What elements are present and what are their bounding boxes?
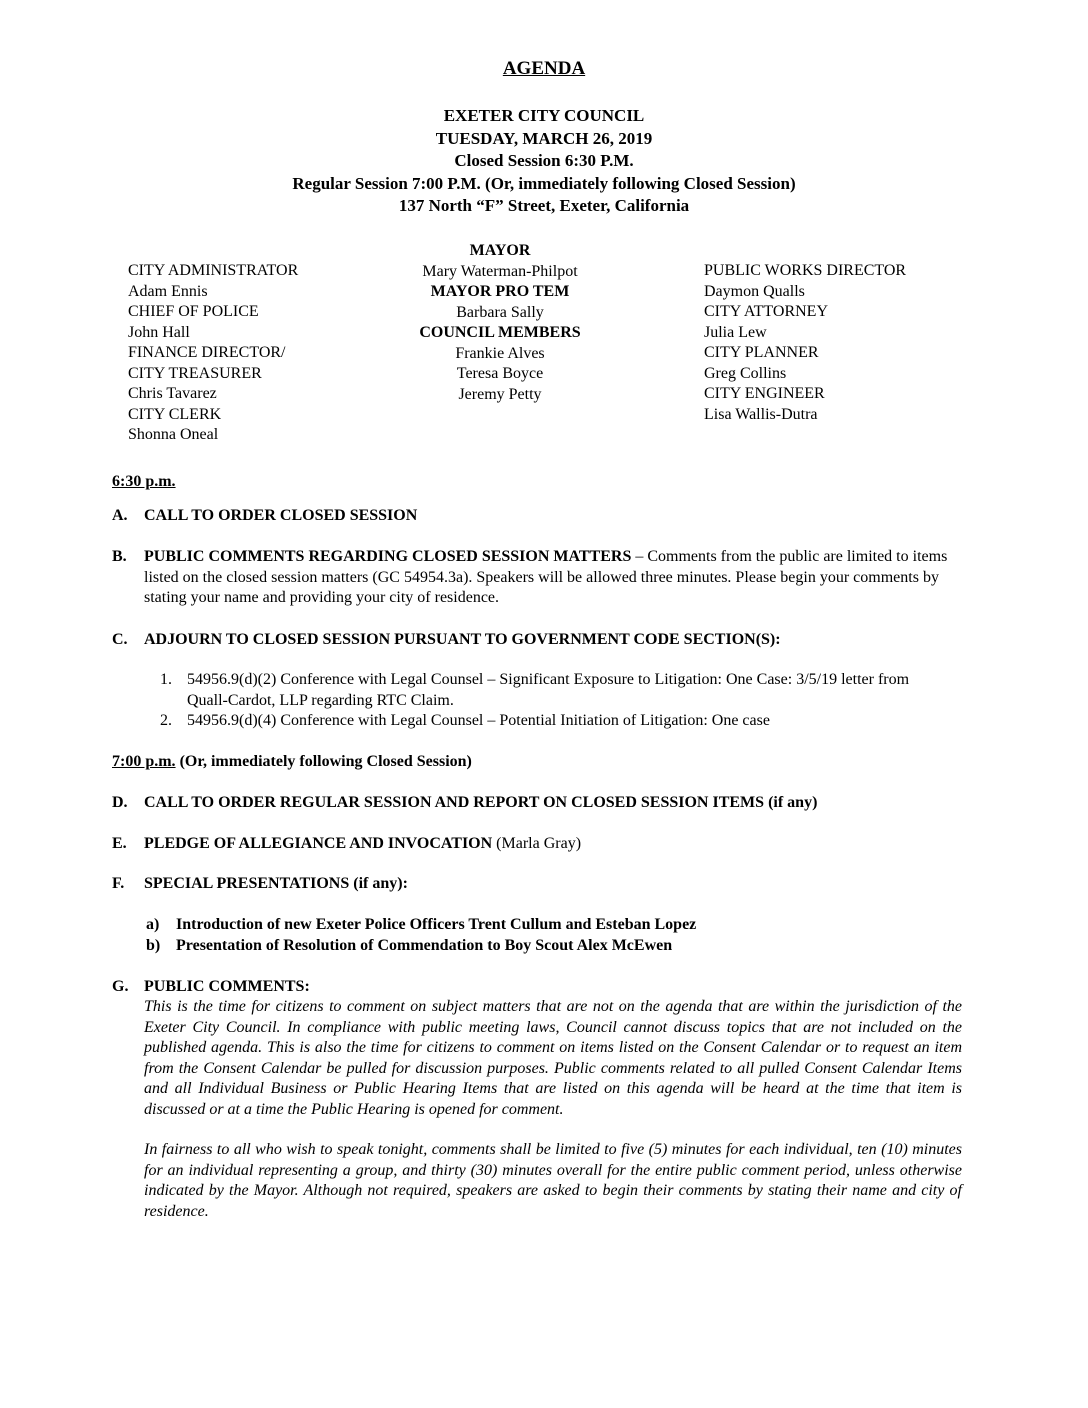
agenda-item-b bbox=[112, 547, 962, 609]
staff-line: CITY ADMINISTRATOR bbox=[128, 262, 299, 279]
agenda-item-e bbox=[112, 834, 962, 855]
staff-column-right bbox=[704, 261, 906, 425]
subitem-text: 54956.9(d)(2) Conference with Legal Counsel – Significant Exposure to Litigation: One Case: 3/5/19 letter from Quall-Cardot, LLP regarding RTC Claim. bbox=[187, 671, 910, 709]
closed-session-heading bbox=[112, 472, 176, 493]
agenda-item-a bbox=[112, 506, 962, 527]
presentation-text: Presentation of Resolution of Commendation to Boy Scout Alex McEwen bbox=[176, 937, 673, 954]
item-heading: ADJOURN TO CLOSED SESSION PURSUANT TO GOVERNMENT CODE SECTION(S): bbox=[144, 631, 781, 648]
item-heading: CALL TO ORDER REGULAR SESSION AND REPORT ON CLOSED SESSION ITEMS bbox=[144, 794, 765, 811]
staff-line: CHIEF OF POLICE bbox=[128, 303, 259, 320]
agenda-item-d bbox=[112, 793, 962, 814]
staff-line: Shonna Oneal bbox=[128, 426, 219, 443]
council-name: EXETER CITY COUNCIL bbox=[443, 106, 645, 125]
staff-line: FINANCE DIRECTOR/ bbox=[128, 344, 286, 361]
item-letter: E. bbox=[112, 835, 127, 852]
subitem-number: 2. bbox=[160, 712, 172, 729]
item-text: – Comments from the public are limited to items listed on the closed session matters (GC 54954.3a). Speakers will be allowed three minutes. Please begin your comments by stating your name and providing your city of residence. bbox=[144, 548, 948, 606]
meeting-address: 137 North “F” Street, Exeter, California bbox=[398, 196, 690, 215]
item-text: (Marla Gray) bbox=[492, 835, 582, 852]
item-letter: B. bbox=[112, 548, 127, 565]
item-letter: F. bbox=[112, 875, 125, 892]
staff-line: CITY TREASURER bbox=[128, 364, 262, 382]
item-heading: PLEDGE OF ALLEGIANCE AND INVOCATION bbox=[144, 835, 493, 852]
item-letter: A. bbox=[112, 507, 128, 524]
item-heading: CALL TO ORDER CLOSED SESSION bbox=[144, 507, 418, 524]
staff-line: Chris Tavarez bbox=[128, 385, 217, 402]
subitem-number: 1. bbox=[160, 671, 172, 688]
public-comments-paragraph-1: This is the time for citizens to comment on subject matters that are not on the agenda that are within the jurisdiction of the Exeter City Council. In compliance with public meeting laws, Council cannot discuss topics that are not included on the published agenda. This is also the time for citizens to comment on items listed on the Consent Calendar or to request an item from the Consent Calendar be pulled for discussion purposes. Public comments related to all pulled Consent Calendar Items and all Individual Business or Public Hearing Items that are listed on this agenda will be heard at the time that item is discussed or at a time the Public Hearing is opened for comment. bbox=[144, 998, 962, 1118]
closed-session-time: Closed Session 6:30 P.M. bbox=[454, 151, 634, 170]
agenda-item-g bbox=[112, 977, 962, 998]
staff-line: CITY ATTORNEY bbox=[704, 303, 828, 320]
regular-session-note: (Or, immediately following Closed Session) bbox=[175, 753, 472, 770]
presentation-item-a bbox=[146, 915, 946, 936]
item-text: (if any) bbox=[764, 794, 818, 811]
item-heading: SPECIAL PRESENTATIONS (if any): bbox=[144, 875, 408, 892]
presentation-letter: a) bbox=[146, 916, 160, 933]
item-letter: D. bbox=[112, 794, 128, 811]
staff-column-left bbox=[128, 261, 298, 446]
council-member: Frankie Alves bbox=[455, 344, 545, 362]
staff-line: Adam Ennis bbox=[128, 282, 208, 300]
staff-line: CITY ENGINEER bbox=[704, 385, 825, 402]
council-role: COUNCIL MEMBERS bbox=[419, 324, 581, 341]
item-letter: G. bbox=[112, 978, 129, 995]
presentation-letter: b) bbox=[146, 937, 161, 954]
agenda-item-f bbox=[112, 874, 962, 895]
regular-session-time-label: 7:00 p.m. bbox=[112, 753, 176, 770]
subitem-text: 54956.9(d)(4) Conference with Legal Counsel – Potential Initiation of Litigation: One case bbox=[187, 712, 770, 729]
closed-session-time-label: 6:30 p.m. bbox=[112, 473, 176, 490]
council-member: Teresa Boyce bbox=[456, 365, 544, 382]
meeting-date: TUESDAY, MARCH 26, 2019 bbox=[435, 128, 653, 148]
item-letter: C. bbox=[112, 631, 128, 648]
staff-line: Greg Collins bbox=[704, 364, 787, 382]
staff-line: CITY PLANNER bbox=[704, 344, 819, 361]
staff-line: John Hall bbox=[128, 323, 190, 341]
presentation-item-b bbox=[146, 936, 946, 957]
closed-session-subitem-2 bbox=[160, 711, 940, 732]
public-comments-paragraph-2: In fairness to all who wish to speak tonight, comments shall be limited to five (5) minutes for each individual, ten (10) minutes for an individual representing a group, and thirty (30) minutes overall for the entire public comment period, unless otherwise indicated by the Mayor. Although not required, speakers are asked to begin their comments by stating their name and city of residence. bbox=[144, 1141, 962, 1220]
staff-line: CITY CLERK bbox=[128, 405, 222, 423]
closed-session-subitem-1 bbox=[160, 670, 940, 711]
staff-line: Julia Lew bbox=[704, 323, 767, 341]
staff-line: Daymon Qualls bbox=[704, 282, 805, 300]
council-member: Barbara Sally bbox=[456, 303, 544, 321]
meeting-header bbox=[0, 105, 1088, 218]
council-column bbox=[400, 241, 600, 405]
council-member: Jeremy Petty bbox=[458, 385, 542, 403]
agenda-item-c bbox=[112, 630, 962, 651]
council-member: Mary Waterman-Philpot bbox=[422, 262, 578, 280]
council-role: MAYOR bbox=[469, 242, 531, 259]
regular-session-heading bbox=[112, 752, 472, 773]
item-heading: PUBLIC COMMENTS REGARDING CLOSED SESSION MATTERS bbox=[144, 548, 632, 565]
staff-line: PUBLIC WORKS DIRECTOR bbox=[704, 262, 907, 279]
staff-line: Lisa Wallis-Dutra bbox=[704, 405, 818, 423]
item-heading: PUBLIC COMMENTS: bbox=[144, 978, 310, 995]
council-role: MAYOR PRO TEM bbox=[430, 283, 570, 300]
document-title: AGENDA bbox=[502, 58, 586, 79]
presentation-text: Introduction of new Exeter Police Officers Trent Cullum and Esteban Lopez bbox=[176, 916, 697, 933]
regular-session-time: Regular Session 7:00 P.M. (Or, immediately following Closed Session) bbox=[292, 173, 796, 193]
